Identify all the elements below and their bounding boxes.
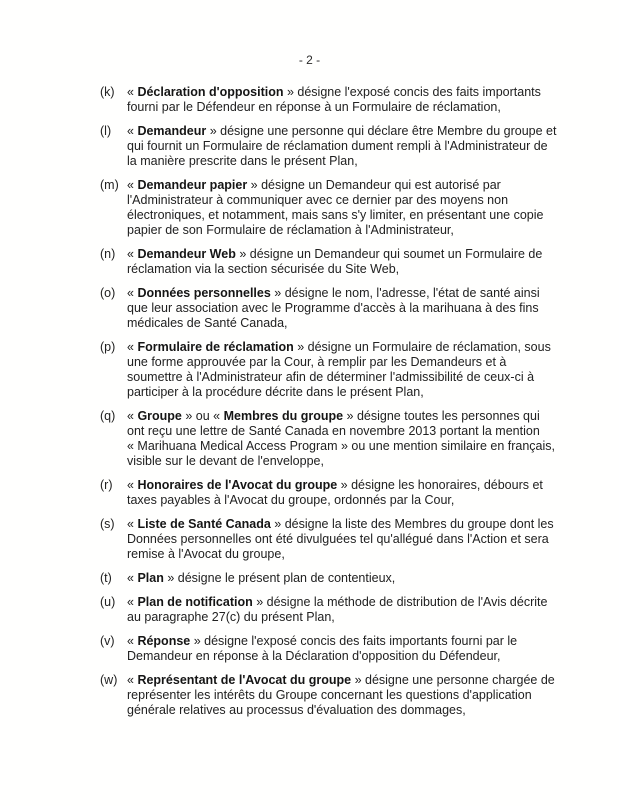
- definition-line: [127, 439, 559, 454]
- definition-text: réclamation via la section sécurisée du Site Web,: [127, 262, 400, 276]
- definition-text: » désigne un Demandeur qui est autorisé par: [247, 178, 501, 192]
- definition-body: [127, 340, 559, 400]
- definition-text: «: [127, 85, 138, 99]
- definition-line: [127, 409, 559, 424]
- definition-line: [127, 595, 559, 610]
- definition-text: participer à la procédure décrite dans le présent Plan,: [127, 385, 424, 399]
- defined-term: Membres du groupe: [223, 409, 344, 423]
- definition-text: «: [127, 478, 138, 492]
- definition-line: [127, 454, 559, 469]
- definition-line: [127, 340, 559, 355]
- definition-label: (s): [100, 517, 115, 531]
- definition-line: [127, 85, 559, 100]
- definition-line: [127, 316, 559, 331]
- definition-line: [127, 610, 559, 625]
- definition-text: générale relatives au processus d'évaluation des dommages,: [127, 703, 466, 717]
- definition-label: (w): [100, 673, 118, 687]
- definition-line: [127, 517, 559, 532]
- definition-line: [127, 424, 559, 439]
- definition-text: » désigne une personne qui déclare être Membre du groupe et: [206, 124, 557, 138]
- definition-item-n: [100, 247, 559, 277]
- defined-term: Formulaire de réclamation: [137, 340, 294, 354]
- definition-text: » désigne les honoraires, débours et: [337, 478, 543, 492]
- definition-line: [127, 370, 559, 385]
- definition-body: [127, 286, 559, 331]
- definition-body: [127, 634, 559, 664]
- definition-text: » ou «: [181, 409, 224, 423]
- definition-label: (k): [100, 85, 115, 99]
- definition-text: électroniques, et notamment, mais sans s'y limiter, en présentant une copie: [127, 208, 544, 222]
- defined-term: Plan: [137, 571, 164, 585]
- definition-body: [127, 247, 559, 277]
- definition-label: (l): [100, 124, 112, 138]
- definition-text: » désigne une personne chargée de: [351, 673, 555, 687]
- definition-item-l: [100, 124, 559, 169]
- definition-text: médicales de Santé Canada,: [127, 316, 288, 330]
- definition-text: « Marihuana Medical Access Program » ou une mention similaire en français,: [127, 439, 555, 453]
- definition-label: (o): [100, 286, 116, 300]
- definition-label: (r): [100, 478, 113, 492]
- definition-text: Données personnelles ont été divulguées tel qu'allégué dans l'Action et sera: [127, 532, 549, 546]
- definition-text: » désigne toutes les personnes qui: [343, 409, 540, 423]
- definition-text: au paragraphe 27(c) du présent Plan,: [127, 610, 335, 624]
- definition-body: [127, 178, 559, 238]
- definition-text: «: [127, 595, 138, 609]
- definition-line: [127, 688, 559, 703]
- definition-item-v: [100, 634, 559, 664]
- definition-line: [127, 478, 559, 493]
- definition-text: » désigne l'exposé concis des faits importants: [283, 85, 541, 99]
- definition-text: que leur association avec le Programme d'accès à la marihuana à des fins: [127, 301, 539, 315]
- defined-term: Réponse: [137, 634, 191, 648]
- definition-text: » désigne le nom, l'adresse, l'état de santé ainsi: [270, 286, 540, 300]
- definition-item-u: [100, 595, 559, 625]
- defined-term: Honoraires de l'Avocat du groupe: [137, 478, 338, 492]
- definition-line: [127, 100, 559, 115]
- definition-body: [127, 571, 559, 586]
- definition-text: » désigne le présent plan de contentieux,: [163, 571, 396, 585]
- definition-line: [127, 301, 559, 316]
- definition-text: «: [127, 340, 138, 354]
- definition-body: [127, 673, 559, 718]
- definition-item-q: [100, 409, 559, 469]
- definition-item-w: [100, 673, 559, 718]
- definition-body: [127, 409, 559, 469]
- definition-body: [127, 478, 559, 508]
- definition-text: «: [127, 634, 138, 648]
- defined-term: Déclaration d'opposition: [137, 85, 284, 99]
- definition-text: Demandeur en réponse à la Déclaration d'opposition du Défendeur,: [127, 649, 501, 663]
- definition-line: [127, 673, 559, 688]
- definition-text: taxes payables à l'Avocat du groupe, ordonnés par la Cour,: [127, 493, 455, 507]
- definition-line: [127, 208, 559, 223]
- definition-text: » désigne la liste des Membres du groupe dont les: [270, 517, 554, 531]
- definitions-list: [0, 85, 619, 718]
- definition-line: [127, 193, 559, 208]
- definition-item-k: [100, 85, 559, 115]
- definition-body: [127, 517, 559, 562]
- definition-line: [127, 223, 559, 238]
- definition-text: visible sur le devant de l'enveloppe,: [127, 454, 324, 468]
- defined-term: Groupe: [137, 409, 182, 423]
- definition-text: «: [127, 409, 138, 423]
- defined-term: Plan de notification: [137, 595, 253, 609]
- definition-text: remise à l'Avocat du groupe,: [127, 547, 285, 561]
- defined-term: Demandeur Web: [137, 247, 236, 261]
- definition-text: » désigne un Formulaire de réclamation, sous: [293, 340, 551, 354]
- definition-item-s: [100, 517, 559, 562]
- definition-item-m: [100, 178, 559, 238]
- definition-text: ont reçu une lettre de Santé Canada en novembre 2013 portant la mention: [127, 424, 540, 438]
- definition-line: [127, 532, 559, 547]
- definition-line: [127, 247, 559, 262]
- definition-line: [127, 286, 559, 301]
- definition-text: «: [127, 286, 138, 300]
- definition-line: [127, 355, 559, 370]
- definition-label: (q): [100, 409, 116, 423]
- defined-term: Données personnelles: [137, 286, 271, 300]
- definition-line: [127, 649, 559, 664]
- definition-text: » désigne la méthode de distribution de l'Avis décrite: [252, 595, 548, 609]
- definition-line: [127, 139, 559, 154]
- definition-body: [127, 595, 559, 625]
- definition-text: la manière prescrite dans le présent Plan,: [127, 154, 358, 168]
- definition-label: (m): [100, 178, 119, 192]
- definition-text: représenter les intérêts du Groupe concernant les questions d'application: [127, 688, 532, 702]
- definition-line: [127, 262, 559, 277]
- definition-line: [127, 703, 559, 718]
- definition-text: «: [127, 124, 138, 138]
- definition-text: une forme approuvée par la Cour, à remplir par les Demandeurs et à: [127, 355, 507, 369]
- definition-line: [127, 385, 559, 400]
- definition-label: (v): [100, 634, 115, 648]
- definition-item-p: [100, 340, 559, 400]
- definition-line: [127, 493, 559, 508]
- definition-line: [127, 634, 559, 649]
- definition-line: [127, 571, 559, 586]
- definition-label: (n): [100, 247, 116, 261]
- definition-item-t: [100, 571, 559, 586]
- definition-text: papier de son Formulaire de réclamation à l'Administrateur,: [127, 223, 454, 237]
- definition-text: soumettre à l'Administrateur afin de déterminer l'admissibilité de ceux-ci à: [127, 370, 535, 384]
- definition-item-o: [100, 286, 559, 331]
- defined-term: Demandeur: [137, 124, 207, 138]
- definition-text: «: [127, 517, 138, 531]
- definition-line: [127, 547, 559, 562]
- page-number: - 2 -: [298, 53, 321, 67]
- definition-item-r: [100, 478, 559, 508]
- definition-line: [127, 178, 559, 193]
- definition-line: [127, 124, 559, 139]
- definition-label: (u): [100, 595, 116, 609]
- definition-line: [127, 154, 559, 169]
- definition-text: » désigne l'exposé concis des faits importants fourni par le: [190, 634, 518, 648]
- defined-term: Demandeur papier: [137, 178, 248, 192]
- defined-term: Liste de Santé Canada: [137, 517, 271, 531]
- definition-text: «: [127, 571, 138, 585]
- definition-body: [127, 124, 559, 169]
- definition-text: fourni par le Défendeur en réponse à un Formulaire de réclamation,: [127, 100, 501, 114]
- definition-text: l'Administrateur à communiquer avec ce dernier par des moyens non: [127, 193, 509, 207]
- definition-text: qui fournit un Formulaire de réclamation dument rempli à l'Administrateur de: [127, 139, 548, 153]
- definition-label: (p): [100, 340, 116, 354]
- definition-label: (t): [100, 571, 112, 585]
- definition-body: [127, 85, 559, 115]
- definition-text: «: [127, 247, 138, 261]
- definition-text: «: [127, 673, 138, 687]
- definition-text: «: [127, 178, 138, 192]
- definition-text: » désigne un Demandeur qui soumet un Formulaire de: [235, 247, 543, 261]
- defined-term: Représentant de l'Avocat du groupe: [137, 673, 352, 687]
